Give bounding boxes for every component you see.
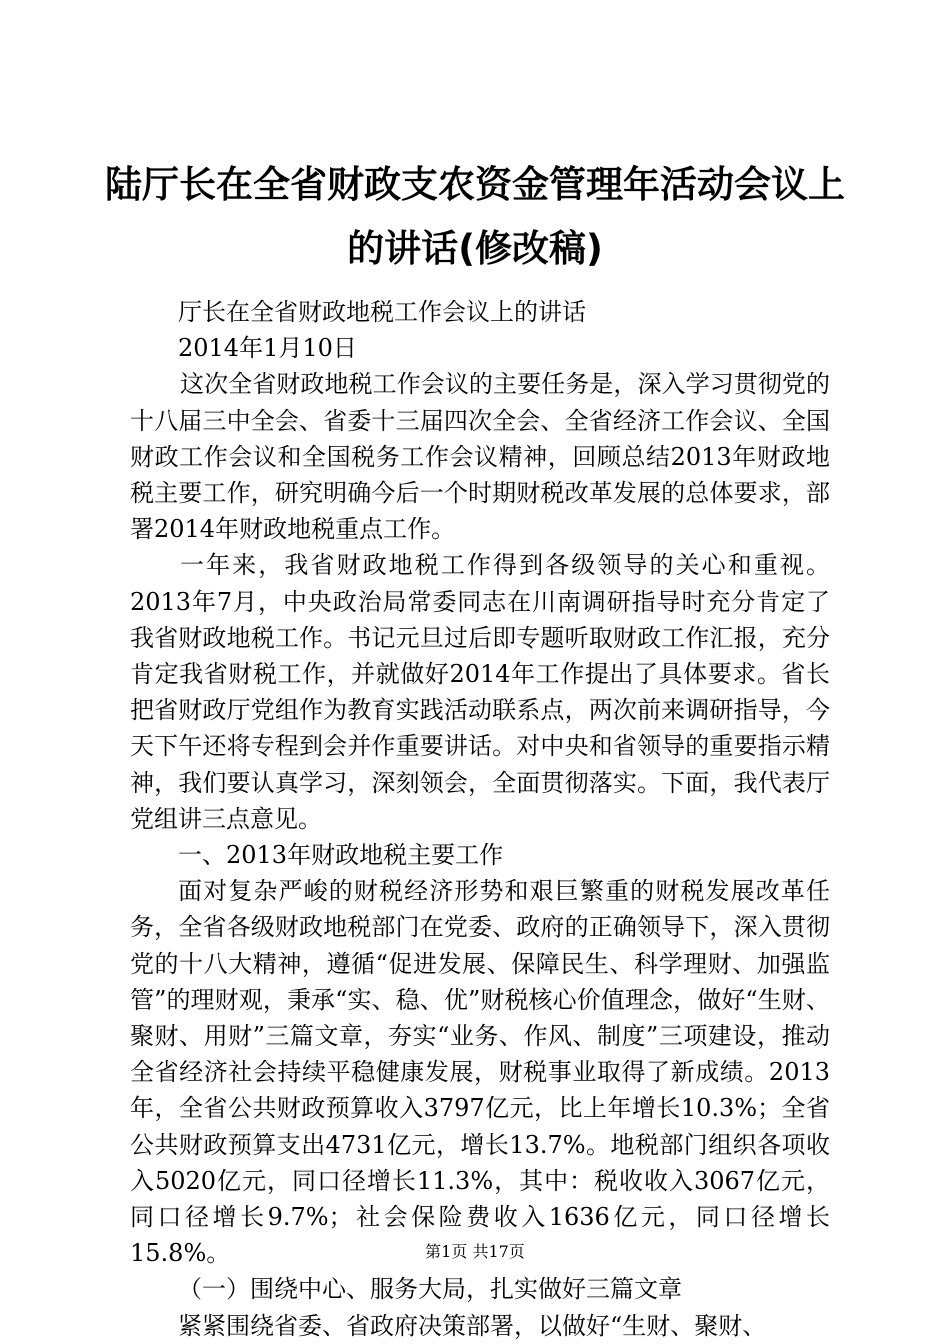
body-paragraph: 紧紧围绕省委、省政府决策部署，以做好“生财、聚财、 xyxy=(178,1311,767,1340)
document-body xyxy=(130,294,830,1344)
subsection-heading: （一）围绕中心、服务大局，扎实做好三篇文章 xyxy=(178,1275,682,1304)
speech-subtitle: 厅长在全省财政地税工作会议上的讲话 xyxy=(178,298,586,326)
body-paragraph: 面对复杂严峻的财税经济形势和艰巨繁重的财税发展改革任务，全省各级财政地税部门在党委、政府的正确领导下，深入贯彻党的十八大精神，遵循“促进发展、保障民生、科学理财、加强监管”的理财观，秉承“实、稳、优”财税核心价值理念，做好“生财、聚财、用财”三篇文章，夯实“业务、作风、制度”三项建设，推动全省经济社会持续平稳健康发展，财税事业取得了新成绩。2013年，全省公共财政预算收入3797亿元，比上年增长10.3%；全省公共财政预算支出4731亿元，增长13.7%。地税部门组织各项收入5020亿元，同口径增长11.3%，其中：税收收入3067亿元，同口径增长9.7%；社会保险费收入1636亿元，同口径增长15.8%。 xyxy=(130,877,830,1268)
body-paragraph: 这次全省财政地税工作会议的主要任务是，深入学习贯彻党的十八届三中全会、省委十三届四次全会、全省经济工作会议、全国财政工作会议和全国税务工作会议精神，回顾总结2013年财政地税主要工作，研究明确今后一个时期财税改革发展的总体要求，部署2014年财政地税重点工作。 xyxy=(130,370,830,544)
section-heading: 一、2013年财政地税主要工作 xyxy=(178,841,504,870)
body-paragraph: 一年来，我省财政地税工作得到各级领导的关心和重视。2013年7月，中央政治局常委同志在川南调研指导时充分肯定了我省财政地税工作。书记元旦过后即专题听取财政工作汇报，充分肯定我省财税工作，并就做好2014年工作提出了具体要求。省长把省财政厅党组作为教育实践活动联系点，两次前来调研指导，今天下午还将专程到会并作重要讲话。对中央和省领导的重要指示精神，我们要认真学习，深刻领会，全面贯彻落实。下面，我代表厅党组讲三点意见。 xyxy=(130,551,830,833)
page-number-footer: 第1页 共17页 xyxy=(425,1242,525,1261)
document-title-line-2: 的讲话(修改稿) xyxy=(347,227,603,270)
speech-date: 2014年1月10日 xyxy=(178,334,357,363)
document-title-line-1: 陆厅长在全省财政支农资金管理年活动会议上 xyxy=(105,163,845,206)
